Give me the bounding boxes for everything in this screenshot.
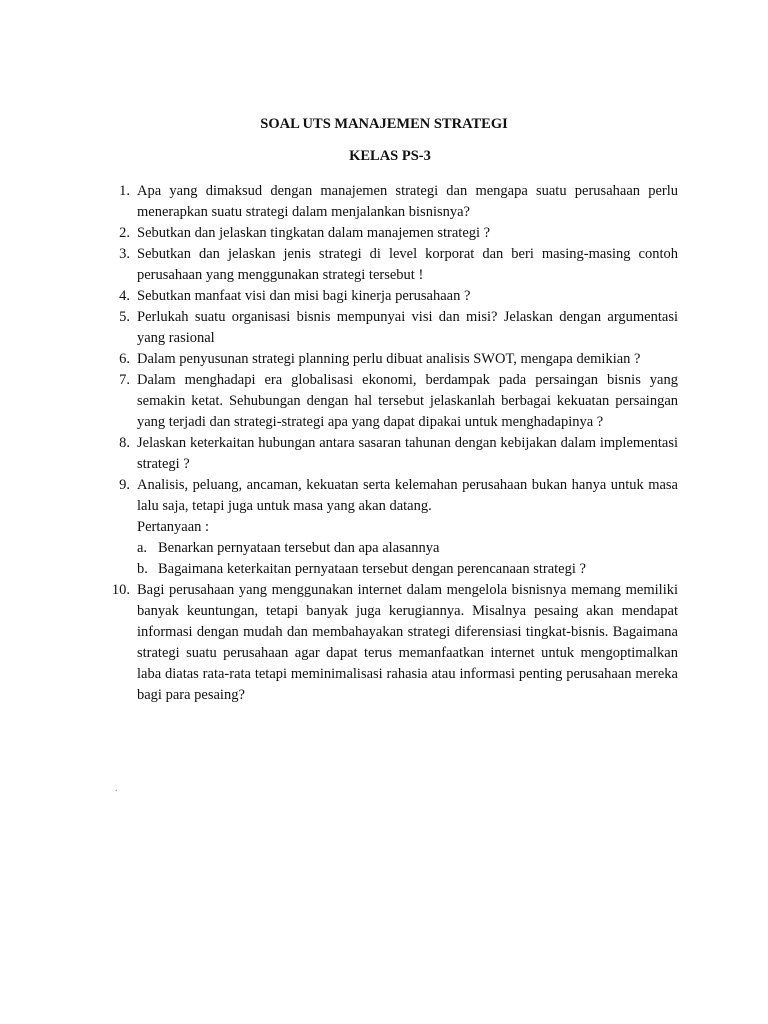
sub-question-text: Benarkan pernyataan tersebut dan apa alasannya [158, 540, 440, 556]
question-item [100, 370, 678, 433]
question-item [100, 181, 678, 223]
sub-question-letter: b. [137, 561, 148, 577]
question-text: Apa yang dimaksud dengan manajemen strategi dan mengapa suatu perusahaan perlu menerapkan suatu strategi dalam menjalankan bisnisnya? [137, 183, 678, 220]
question-item [100, 433, 678, 475]
question-number: 7. [119, 372, 130, 388]
question-text: Jelaskan keterkaitan hubungan antara sasaran tahunan dengan kebijakan dalam implementasi strategi ? [137, 435, 678, 472]
sub-question-item [137, 559, 678, 580]
question-number: 2. [119, 225, 130, 241]
question-item [100, 244, 678, 286]
question-text: Analisis, peluang, ancaman, kekuatan serta kelemahan perusahaan bukan hanya untuk masa lalu saja, tetapi juga untuk masa yang akan datang. [137, 477, 678, 514]
question-number: 4. [119, 288, 130, 304]
question-number: 5. [119, 309, 130, 325]
question-text: Dalam penyusunan strategi planning perlu dibuat analisis SWOT, mengapa demikian ? [137, 351, 641, 367]
question-item [100, 307, 678, 349]
question-number: 10. [111, 582, 130, 598]
question-number: 6. [119, 351, 130, 367]
question-item [100, 475, 678, 580]
page-subtitle: KELAS PS-3 [349, 148, 431, 164]
question-item [100, 286, 678, 307]
question-subheading: Pertanyaan : [137, 519, 210, 535]
page-title: SOAL UTS MANAJEMEN STRATEGI [260, 116, 508, 132]
question-text: Sebutkan dan jelaskan tingkatan dalam manajemen strategi ? [137, 225, 491, 241]
question-item [100, 223, 678, 244]
question-number: 9. [119, 477, 130, 493]
question-list [100, 181, 678, 706]
question-text: Dalam menghadapi era globalisasi ekonomi, berdampak pada persaingan bisnis yang semakin ketat. Sehubungan dengan hal tersebut jelaskanlah berbagai kekuatan persaingan yang terjadi dan strategi-strategi apa yang dapat dipakai untuk menghadapinya ? [137, 372, 678, 430]
sub-question-item [137, 538, 678, 559]
question-item [100, 349, 678, 370]
footer-mark: . [115, 783, 118, 794]
question-number: 3. [119, 246, 130, 262]
question-number: 8. [119, 435, 130, 451]
sub-question-list [137, 538, 678, 580]
question-item [100, 580, 678, 706]
question-text: Sebutkan dan jelaskan jenis strategi di level korporat dan beri masing-masing contoh perusahaan yang menggunakan strategi tersebut ! [137, 246, 678, 283]
question-text: Sebutkan manfaat visi dan misi bagi kinerja perusahaan ? [137, 288, 471, 304]
sub-question-text: Bagaimana keterkaitan pernyataan tersebut dengan perencanaan strategi ? [158, 561, 586, 577]
question-text: Bagi perusahaan yang menggunakan internet dalam mengelola bisnisnya memang memiliki banyak keuntungan, tetapi banyak juga kerugiannya. Misalnya pesaing akan mendapat informasi dengan mudah dan membahayakan strategi diferensiasi tingkat-bisnis. Bagaimana strategi suatu perusahaan agar dapat terus memanfaatkan internet untuk mengoptimalkan laba diatas rata-rata tetapi meminimalisasi rahasia atau informasi penting perusahaan mereka bagi para pesaing? [137, 582, 678, 703]
question-text: Perlukah suatu organisasi bisnis mempunyai visi dan misi? Jelaskan dengan argumentasi yang rasional [137, 309, 678, 346]
sub-question-letter: a. [137, 540, 148, 556]
question-number: 1. [119, 183, 130, 199]
